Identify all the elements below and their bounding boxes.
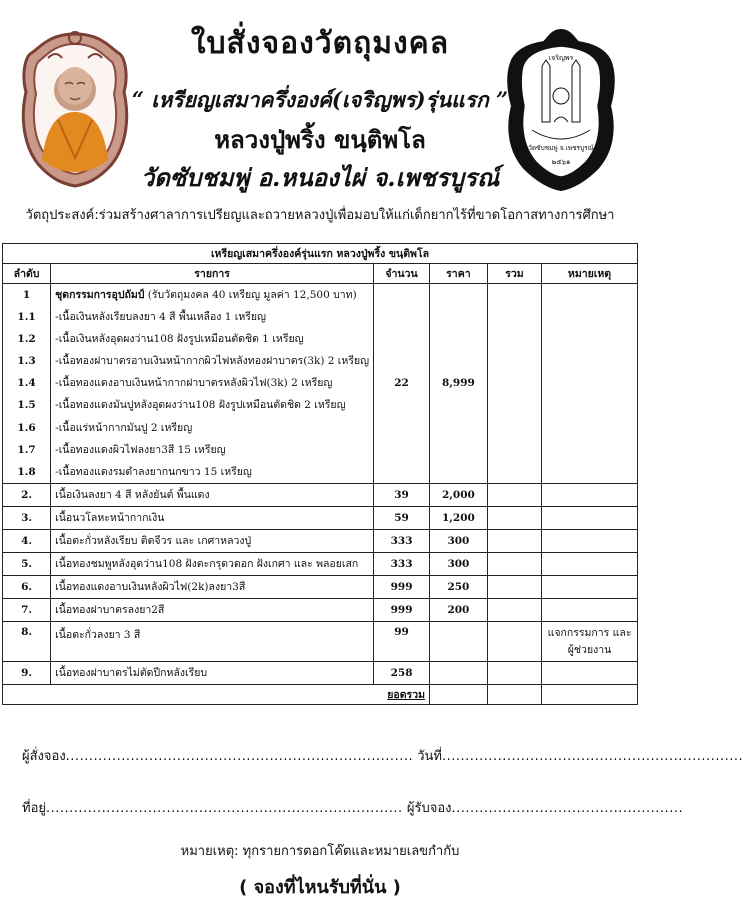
set-price: 8,999 [430,284,488,484]
sub-item-no: 1.2 [17,333,36,346]
col-header-price: ราคา [430,264,488,284]
sub-item-text: -เนื้อเงินหลังอุดผงว่าน108 ฝังรูปเหมือนตัดชิด 1 เหรียญ [55,333,304,346]
table-row [3,506,638,529]
row-no: 4. [3,529,51,552]
remark-note: หมายเหตุ: ทุกรายการตอกโค๊ตและหมายเลขกำกับ [180,844,460,859]
sub-item-text: -เนื้อทองแดงผิวไฟลงยา3สี 15 เหรียญ [55,443,226,456]
row-item: เนื้อทองฝาบาตรลงยา2สี [51,598,374,621]
sub-item-text: -เนื้อทองแดงรมดำลงยากนกขาว 15 เหรียญ [55,465,252,478]
amulet-edition-title: “ เหรียญเสมาครึ่งองค์(เจริญพร)รุ่นแรก ” [131,87,509,112]
row-note [542,483,638,506]
row-qty: 59 [374,506,430,529]
row-note [542,506,638,529]
row-price: 2,000 [430,483,488,506]
temple-location: วัดซับชมพู่ อ.หนองไผ่ จ.เพชรบูรณ์ [140,163,500,192]
sub-item-no: 1.1 [17,311,36,324]
sub-item-no: 1.7 [17,443,36,456]
set-numbers [3,284,51,484]
receiver-field[interactable]: .................................................. [451,801,684,816]
purpose-statement: วัตถุประสงค์:ร่วมสร้างศาลาการเปรียญและถวายหลวงปู่เพื่อมอบให้แก่เด็กยากไร้ที่ขาดโอกาสทางการศึกษา [25,208,615,223]
orderer-line [22,745,743,766]
sum-label: ยอดรวม [3,684,430,704]
row-note [542,552,638,575]
table-row [3,483,638,506]
table-row [3,552,638,575]
table-caption: เหรียญเสมาครึ่งองค์รุ่นแรก หลวงปู่พริ้ง ขนฺติพโล [3,244,638,264]
row-total-cell[interactable] [487,575,541,598]
set-total-cell[interactable] [487,284,541,484]
table-row [3,661,638,684]
row-no: 8. [3,621,51,661]
receiver-label: ผู้รับจอง [406,801,452,816]
order-table [2,243,638,705]
row-qty: 39 [374,483,430,506]
row-no: 3. [3,506,51,529]
sub-item-no: 1.5 [17,399,36,412]
table-row [3,621,638,661]
document-title: ใบสั่งจองวัตถุมงคล [190,26,450,61]
table-row [3,598,638,621]
row-no: 9. [3,661,51,684]
row-total-cell[interactable] [487,552,541,575]
address-line [22,797,683,818]
medal-top-text: เจริญพร [548,54,574,62]
table-header-row [3,264,638,284]
row-note [542,598,638,621]
sub-item-text: -เนื้อทองฝาบาตรอาบเงินหน้ากากผิวไฟหลังทองฝาบาตร(3k) 2 เหรียญ [55,355,370,368]
col-header-total: รวม [487,264,541,284]
sub-item-text: -เนื้อแร่หน้ากากมันปู 2 เหรียญ [55,421,193,434]
col-header-no: ลำดับ [3,264,51,284]
row-qty: 258 [374,661,430,684]
table-sum-row [3,684,638,704]
row-qty: 333 [374,552,430,575]
row-item: เนื้อนวโลหะหน้ากากเงิน [51,506,374,529]
row-item: เนื้อทองชมพูหลังอุดว่าน108 ฝังตะกรุดวดอก ฝังเกศา และ พลอยเสก [51,552,374,575]
sub-item-no: 1.4 [17,377,36,390]
row-qty: 99 [374,621,430,661]
set-items [51,284,374,484]
row-total-cell[interactable] [487,483,541,506]
address-label: ที่อยู่ [22,801,46,816]
sub-item-text: -เนื้อเงินหลังเรียบลงยา 4 สี พื้นเหลือง 1 เหรียญ [55,311,266,324]
row-item: เนื้อทองฝาบาตรไม่ตัดปีกหลังเรียบ [51,661,374,684]
row-note [542,661,638,684]
sub-item-no: 1.6 [17,421,36,434]
row-no: 6. [3,575,51,598]
monk-name: หลวงปู่พริ้ง ขนฺติพโล [214,125,426,154]
monk-portrait-medal [18,28,133,188]
date-field[interactable]: ................................................................. [442,749,743,764]
sub-item-no: 1.3 [17,355,36,368]
row-price: 300 [430,529,488,552]
row-item: เนื้อตะกั่วหลังเรียบ ติดจีวร และ เกศาหลวงปู่ [51,529,374,552]
col-header-qty: จำนวน [374,264,430,284]
col-header-note: หมายเหตุ [542,264,638,284]
set-title: ชุดกรรมการอุปถัมป์ [55,289,145,301]
row-qty: 333 [374,529,430,552]
row-total-cell[interactable] [487,506,541,529]
row-no: 7. [3,598,51,621]
date-label: วันที่ [417,749,443,764]
table-row [3,529,638,552]
medal-year: ๒๕๖๑ [551,158,571,166]
row-price: 300 [430,552,488,575]
orderer-label: ผู้สั่งจอง [22,749,66,764]
col-header-item: รายการ [51,264,374,284]
row-price [430,661,488,684]
address-field[interactable]: ............................................................................. [46,801,403,816]
row-item: เนื้อตะกั่วลงยา 3 สี [51,621,374,661]
row-price [430,621,488,661]
row-total-cell[interactable] [487,529,541,552]
row-price: 200 [430,598,488,621]
sub-item-text: -เนื้อทองแดงอาบเงินหน้ากากฝาบาตรหลังผิวไฟ(3k) 2 เหรียญ [55,377,333,390]
table-row [3,575,638,598]
orderer-field[interactable]: ........................................................................... [65,749,414,764]
set-qty: 22 [374,284,430,484]
set-note-cell [542,284,638,484]
row-total-cell[interactable] [487,598,541,621]
row-note [542,529,638,552]
row-item: เนื้อทองแดงอาบเงินหลังผิวไฟ(2k)ลงยา3สี [51,575,374,598]
row-qty: 999 [374,575,430,598]
sub-item-text: -เนื้อทองแดงมันปูหลังอุดผงว่าน108 ฝังรูปเหมือนตัดชิด 2 เหรียญ [55,399,346,412]
row-price: 250 [430,575,488,598]
row-no: 2. [3,483,51,506]
sum-total-cell[interactable] [487,684,541,704]
row-note [542,575,638,598]
row-total-cell[interactable] [487,661,541,684]
table-caption-row [3,244,638,264]
row-price: 1,200 [430,506,488,529]
row-item: เนื้อเงินลงยา 4 สี หลังยันต์ พื้นแดง [51,483,374,506]
table-row-set [3,284,638,484]
medal-bottom-text: วัดซับชมพู่ จ.เพชรบูรณ์ [528,144,594,152]
row-no: 5. [3,552,51,575]
row-qty: 999 [374,598,430,621]
sum-note-cell [542,684,638,704]
sum-price-cell [430,684,488,704]
set-title-detail: (รับวัตถุมงคล 40 เหรียญ มูลค่า 12,500 บาท) [144,289,357,301]
sub-item-no: 1.8 [17,465,36,478]
amulet-medal-drawing [502,26,620,192]
closing-note: ( จองที่ไหนรับที่นั่น ) [239,877,401,898]
set-no: 1 [22,289,31,301]
header [0,0,640,200]
row-total-cell[interactable] [487,621,541,661]
row-note: แจกกรรมการ และ ผู้ช่วยงาน [542,621,638,661]
